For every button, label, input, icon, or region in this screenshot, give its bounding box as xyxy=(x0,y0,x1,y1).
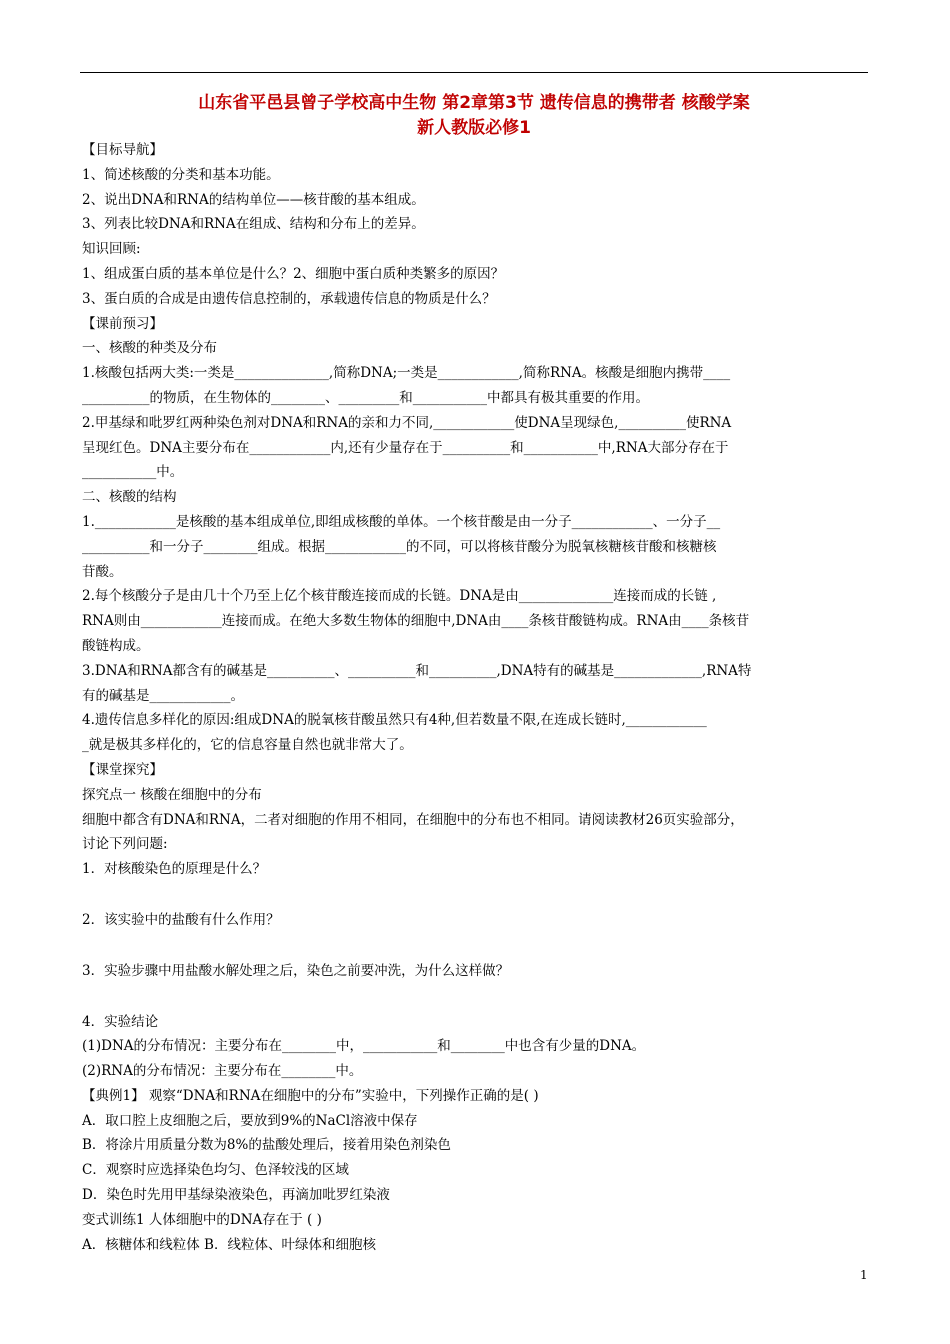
section-heading-explore: 【课堂探究】 xyxy=(82,761,163,778)
document-title-line-1: 山东省平邑县曾子学校高中生物 第2章第3节 遗传信息的携带者 核酸学案 xyxy=(198,93,750,113)
header-rule xyxy=(80,72,868,73)
fill-blank-line: 呈现红色。DNA主要分布在____________内,还有少量存在于__________和___________中,RNA大部分存在于 xyxy=(82,439,729,456)
page-number: 1 xyxy=(860,1268,868,1282)
paragraph-line: 讨论下列问题: xyxy=(82,836,168,853)
conclusion-line: (2)RNA的分布情况：主要分布在________中。 xyxy=(82,1063,363,1080)
question-3: 3．实验步骤中用盐酸水解处理之后，染色之前要冲洗，为什么这样做？ xyxy=(82,962,510,979)
section-heading-goals: 【目标导航】 xyxy=(82,142,163,158)
variant-options: A．核糖体和线粒体 B．线粒体、叶绿体和细胞核 xyxy=(82,1236,376,1253)
goal-line: 2、说出DNA和RNA的结构单位——核苷酸的基本组成。 xyxy=(82,191,425,208)
fill-blank-line: 2.甲基绿和吡罗红两种染色剂对DNA和RNA的亲和力不同,____________使DNA呈现绿色,__________使RNA xyxy=(82,414,732,431)
question-2: 2．该实验中的盐酸有什么作用？ xyxy=(82,911,280,928)
fill-blank-line: 有的碱基是____________。 xyxy=(82,687,244,704)
fill-blank-line: __________和一分子________组成。根据____________的不同，可以将核苷酸分为脱氧核糖核苷酸和核糖核 xyxy=(82,538,717,555)
fill-blank-line: 苷酸。 xyxy=(82,563,123,580)
fill-blank-line: ___________中。 xyxy=(82,464,184,481)
review-line: 1、组成蛋白质的基本单位是什么？2、细胞中蛋白质种类繁多的原因？ xyxy=(82,265,505,282)
question-1: 1．对核酸染色的原理是什么？ xyxy=(82,861,267,878)
fill-blank-line: 1.____________是核酸的基本组成单位,即组成核酸的单体。一个核苷酸是由一分子____________、一分子__ xyxy=(82,513,721,530)
subheading-types: 一、核酸的种类及分布 xyxy=(82,340,217,357)
fill-blank-line: 4.遗传信息多样化的原因:组成DNA的脱氧核苷酸虽然只有4种,但若数量不限,在连成长链时,____________ xyxy=(82,712,707,729)
option-b: B．将涂片用质量分数为8%的盐酸处理后，接着用染色剂染色 xyxy=(82,1137,451,1154)
fill-blank-line: _就是极其多样化的，它的信息容量自然也就非常大了。 xyxy=(82,737,413,754)
fill-blank-line: 2.每个核酸分子是由几十个乃至上亿个核苷酸连接而成的长链。DNA是由______________连接而成的长链 , xyxy=(82,588,717,605)
explore-point-title: 探究点一 核酸在细胞中的分布 xyxy=(82,786,262,803)
goal-line: 1、简述核酸的分类和基本功能。 xyxy=(82,166,280,183)
fill-blank-line: __________的物质，在生物体的________、_________和___________中都具有极其重要的作用。 xyxy=(82,389,649,406)
fill-blank-line: RNA则由____________连接而成。在绝大多数生物体的细胞中,DNA由____条核苷酸链构成。RNA由____条核苷 xyxy=(82,613,750,630)
fill-blank-line: 3.DNA和RNA都含有的碱基是__________、__________和__________,DNA特有的碱基是_____________,RNA特 xyxy=(82,662,752,679)
fill-blank-line: 1.核酸包括两大类:一类是______________,简称DNA;一类是____________,简称RNA。核酸是细胞内携带____ xyxy=(82,365,731,382)
conclusion-line: (1)DNA的分布情况：主要分布在________中，___________和________中也含有少量的DNA。 xyxy=(82,1038,646,1055)
document-body xyxy=(82,138,870,1257)
document-title-line-2: 新人教版必修1 xyxy=(417,118,531,138)
example-question: 【典例1】 观察“DNA和RNA在细胞中的分布”实验中，下列操作正确的是( ) xyxy=(82,1087,539,1104)
subheading-structure: 二、核酸的结构 xyxy=(82,489,177,506)
option-a: A．取口腔上皮细胞之后，要放到9%的NaCl溶液中保存 xyxy=(82,1112,418,1129)
review-line: 3、蛋白质的合成是由遗传信息控制的，承载遗传信息的物质是什么？ xyxy=(82,290,496,307)
option-c: C．观察时应选择染色均匀、色泽较浅的区域 xyxy=(82,1162,349,1179)
paragraph-line: 细胞中都含有DNA和RNA，二者对细胞的作用不相同，在细胞中的分布也不相同。请阅读教材26页实验部分， xyxy=(82,811,744,828)
review-heading: 知识回顾: xyxy=(82,241,141,258)
variant-question: 变式训练1 人体细胞中的DNA存在于 ( ) xyxy=(82,1211,322,1228)
goal-line: 3、列表比较DNA和RNA在组成、结构和分布上的差异。 xyxy=(82,216,425,233)
fill-blank-line: 酸链构成。 xyxy=(82,637,150,654)
section-heading-preview: 【课前预习】 xyxy=(82,315,163,332)
question-4: 4．实验结论 xyxy=(82,1013,159,1030)
option-d: D．染色时先用甲基绿染液染色，再滴加吡罗红染液 xyxy=(82,1187,390,1204)
